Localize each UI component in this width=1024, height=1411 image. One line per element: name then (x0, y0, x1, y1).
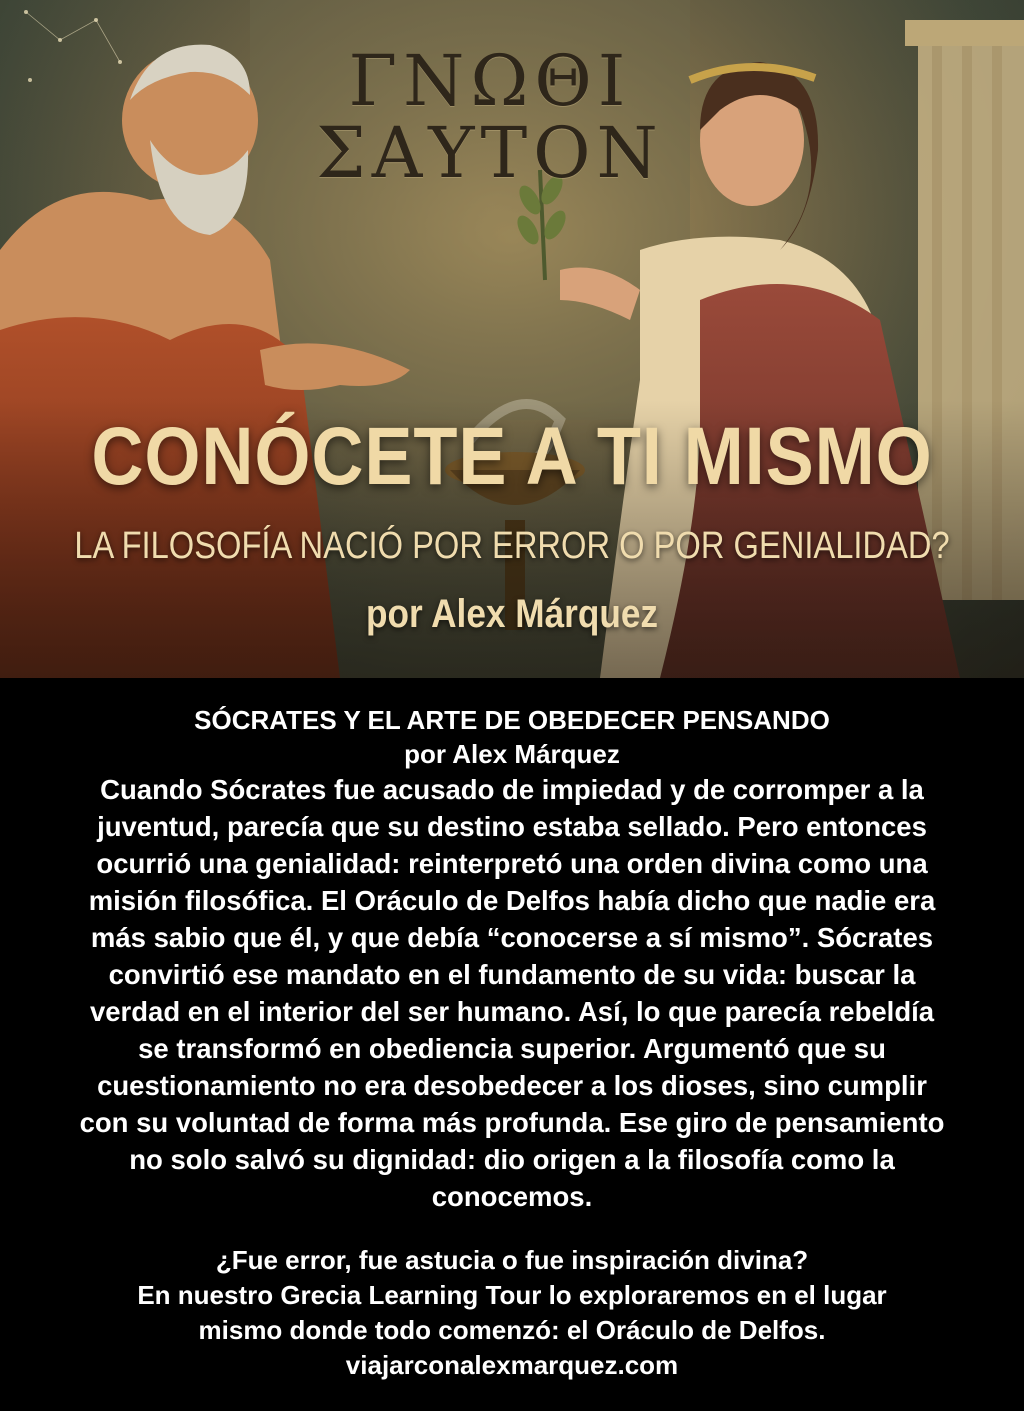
article-body-line: juventud, parecía que su destino estaba sellado. Pero entonces (97, 811, 927, 842)
article-body-line: más sabio que él, y que debía “conocerse a sí mismo”. Sócrates (90, 922, 934, 953)
greek-inscription-line-2: ΣΑΥΤΟΝ (316, 112, 664, 194)
article-body-line: no solo salvó su dignidad: dio origen a la filosofía como la (129, 1144, 895, 1175)
article-block (0, 678, 1024, 1411)
article-author: por Alex Márquez (404, 739, 620, 769)
article-body-line: convirtió ese mandato en el fundamento de su vida: buscar la (108, 959, 916, 990)
article-body-line: verdad en el interior del ser humano. Así, lo que parecía rebeldía (89, 996, 935, 1027)
greek-inscription-line-1: ΓΝΩΘΙ (348, 40, 632, 122)
article-body-line: Cuando Sócrates fue acusado de impiedad y de corromper a la (100, 774, 924, 805)
painting-banner (0, 0, 1024, 678)
article-closing-line: En nuestro Grecia Learning Tour lo exploraremos en el lugar (137, 1280, 887, 1310)
article-body-line: cuestionamiento no era desobedecer a los dioses, sino cumplir (97, 1070, 927, 1101)
article-question: ¿Fue error, fue astucia o fue inspiración divina? (215, 1245, 809, 1275)
article-body-line: con su voluntad de forma más profunda. Ese giro de pensamiento (79, 1107, 945, 1138)
article-body-line: conocemos. (431, 1181, 593, 1212)
banner-byline: por Alex Márquez (365, 592, 659, 636)
article-body-line: misión filosófica. El Oráculo de Delfos había dicho que nadie era (88, 885, 936, 916)
banner-subtitle: LA FILOSOFÍA NACIÓ POR ERROR O POR GENIALIDAD? (74, 525, 950, 567)
article-closing-line: mismo donde todo comenzó: el Oráculo de Delfos. (198, 1315, 826, 1345)
article-body-line: se transformó en obediencia superior. Argumentó que su (138, 1033, 886, 1064)
article-body-line: ocurrió una genialidad: reinterpretó una orden divina como una (96, 848, 928, 879)
website-link[interactable]: viajarconalexmarquez.com (345, 1350, 679, 1380)
banner-headline: CONÓCETE A TI MISMO (91, 411, 933, 502)
article-title: SÓCRATES Y EL ARTE DE OBEDECER PENSANDO (194, 705, 830, 735)
